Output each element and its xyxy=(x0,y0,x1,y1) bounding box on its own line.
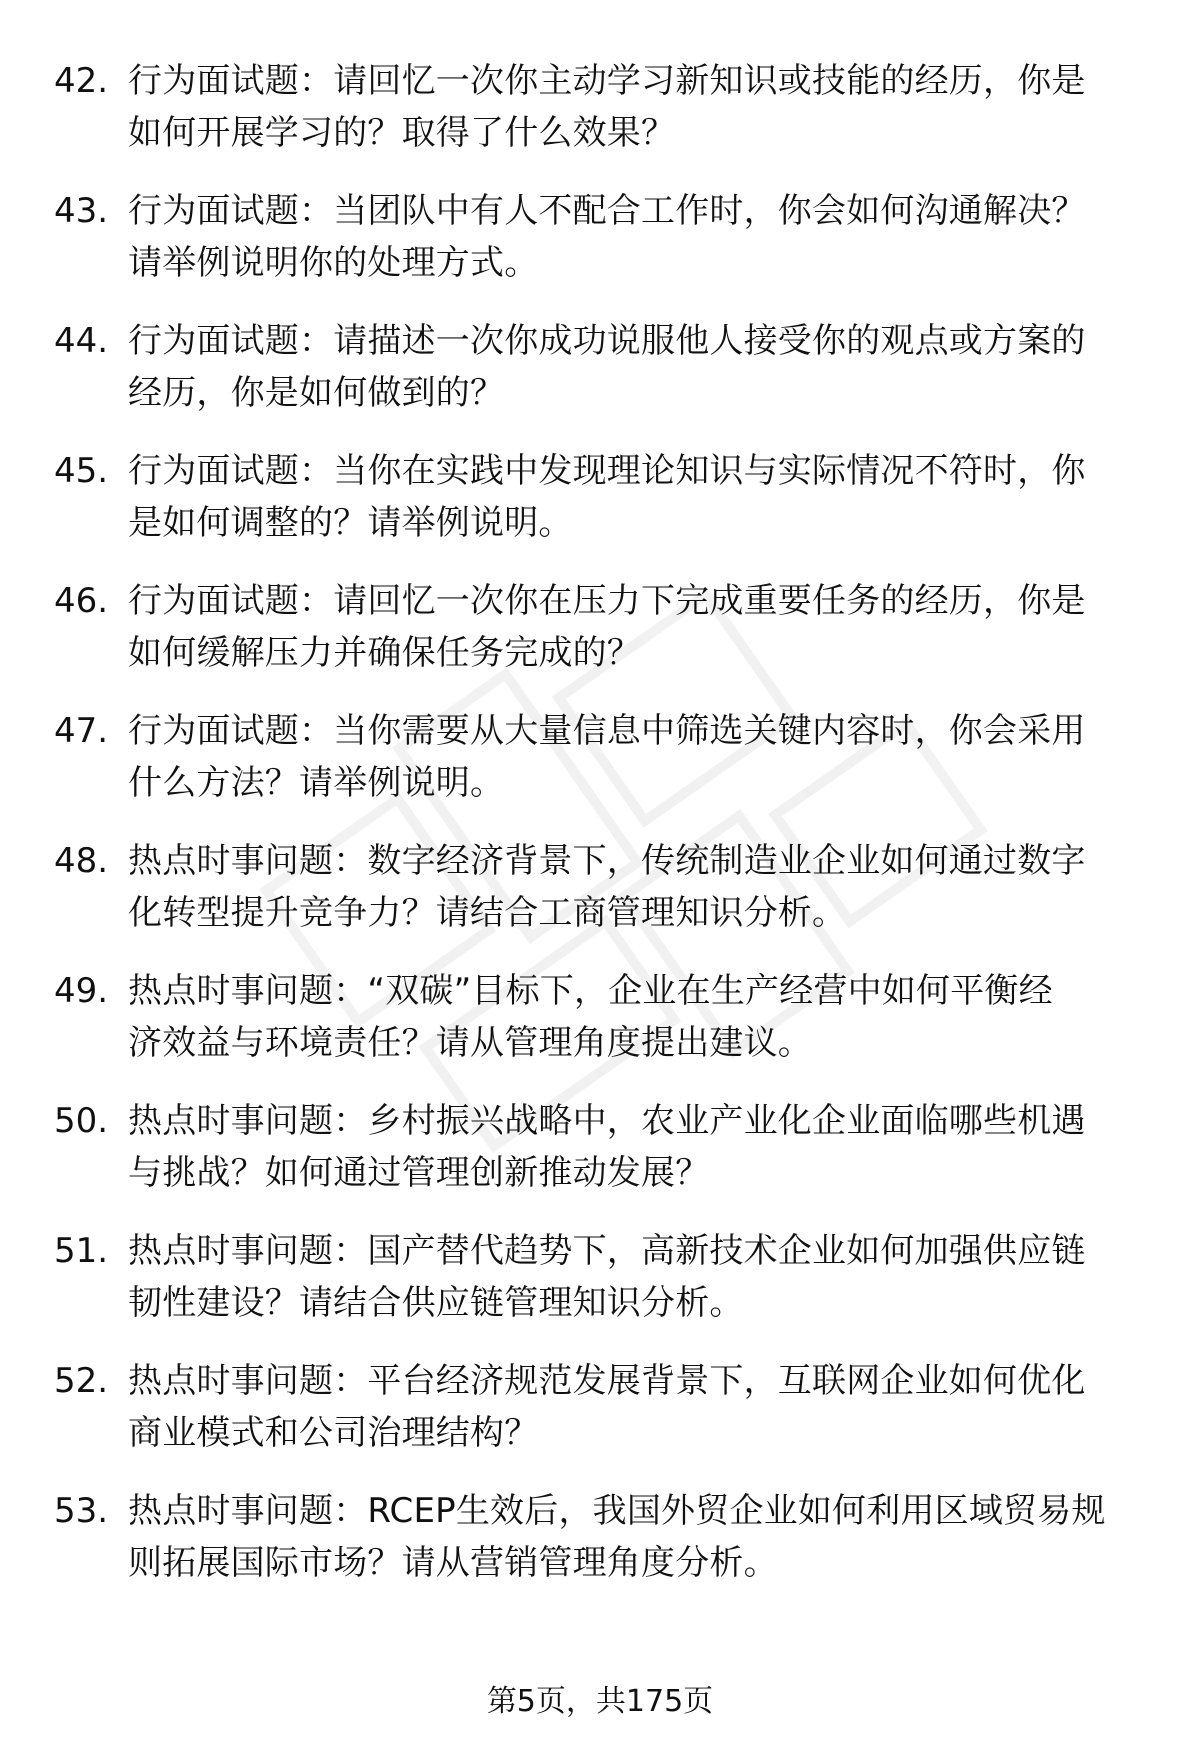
question-number: 43. xyxy=(54,191,109,231)
question-number: 49. xyxy=(54,971,109,1011)
question-number: 47. xyxy=(54,711,109,751)
question-text xyxy=(128,835,1154,939)
question-item xyxy=(54,315,1154,419)
question-item xyxy=(54,55,1154,159)
question-line: 热点时事问题：数字经济背景下，传统制造业企业如何通过数字 xyxy=(128,841,1086,881)
question-line: 行为面试题：请回忆一次你主动学习新知识或技能的经历，你是 xyxy=(128,61,1086,101)
question-text xyxy=(128,1225,1154,1329)
question-text xyxy=(128,55,1154,159)
question-line: 化转型提升竞争力？请结合工商管理知识分析。 xyxy=(128,893,847,933)
question-number: 48. xyxy=(54,841,109,881)
question-number: 44. xyxy=(54,321,109,361)
question-item xyxy=(54,575,1154,679)
question-line: 请举例说明你的处理方式。 xyxy=(128,243,539,283)
question-text xyxy=(128,1355,1154,1459)
question-line: 行为面试题：当团队中有人不配合工作时，你会如何沟通解决？ xyxy=(128,191,1086,231)
question-line: 行为面试题：请回忆一次你在压力下完成重要任务的经历，你是 xyxy=(128,581,1086,621)
question-text xyxy=(128,705,1154,809)
page-indicator: 第5页，共175页 xyxy=(486,1684,714,1719)
question-line: 热点时事问题：RCEP生效后，我国外贸企业如何利用区域贸易规 xyxy=(128,1491,1106,1531)
question-number: 50. xyxy=(54,1101,109,1141)
question-item xyxy=(54,835,1154,939)
question-number: 42. xyxy=(54,61,109,101)
question-item xyxy=(54,185,1154,289)
question-item xyxy=(54,445,1154,549)
question-text xyxy=(128,1485,1154,1589)
question-text xyxy=(128,1095,1154,1199)
question-number: 46. xyxy=(54,581,109,621)
question-line: 热点时事问题：平台经济规范发展背景下，互联网企业如何优化 xyxy=(128,1361,1086,1401)
question-text xyxy=(128,315,1154,419)
question-line: 行为面试题：当你在实践中发现理论知识与实际情况不符时，你 xyxy=(128,451,1086,491)
question-line: 韧性建设？请结合供应链管理知识分析。 xyxy=(128,1283,744,1323)
question-line: 经历，你是如何做到的？ xyxy=(128,373,505,413)
question-line: 热点时事问题：国产替代趋势下，高新技术企业如何加强供应链 xyxy=(128,1231,1086,1271)
question-text xyxy=(128,445,1154,549)
question-line: 则拓展国际市场？请从营销管理角度分析。 xyxy=(128,1543,778,1583)
question-line: 热点时事问题：“双碳”目标下，企业在生产经营中如何平衡经 xyxy=(128,971,1053,1011)
question-text xyxy=(128,965,1154,1069)
question-line: 如何缓解压力并确保任务完成的？ xyxy=(128,633,641,673)
question-line: 行为面试题：请描述一次你成功说服他人接受你的观点或方案的 xyxy=(128,321,1086,361)
question-item xyxy=(54,1225,1154,1329)
question-line: 与挑战？如何通过管理创新推动发展？ xyxy=(128,1153,710,1193)
question-list xyxy=(54,55,1154,1615)
question-number: 52. xyxy=(54,1361,109,1401)
question-item xyxy=(54,705,1154,809)
question-line: 济效益与环境责任？请从管理角度提出建议。 xyxy=(128,1023,812,1063)
question-number: 45. xyxy=(54,451,109,491)
question-line: 热点时事问题：乡村振兴战略中，农业产业化企业面临哪些机遇 xyxy=(128,1101,1086,1141)
question-number: 53. xyxy=(54,1491,109,1531)
question-number: 51. xyxy=(54,1231,109,1271)
question-line: 如何开展学习的？取得了什么效果？ xyxy=(128,113,676,153)
question-line: 行为面试题：当你需要从大量信息中筛选关键内容时，你会采用 xyxy=(128,711,1086,751)
question-item xyxy=(54,965,1154,1069)
question-line: 是如何调整的？请举例说明。 xyxy=(128,503,573,543)
question-line: 什么方法？请举例说明。 xyxy=(128,763,505,803)
question-text xyxy=(128,185,1154,289)
question-item xyxy=(54,1095,1154,1199)
question-item xyxy=(54,1355,1154,1459)
question-item xyxy=(54,1485,1154,1589)
question-text xyxy=(128,575,1154,679)
question-line: 商业模式和公司治理结构？ xyxy=(128,1413,539,1453)
